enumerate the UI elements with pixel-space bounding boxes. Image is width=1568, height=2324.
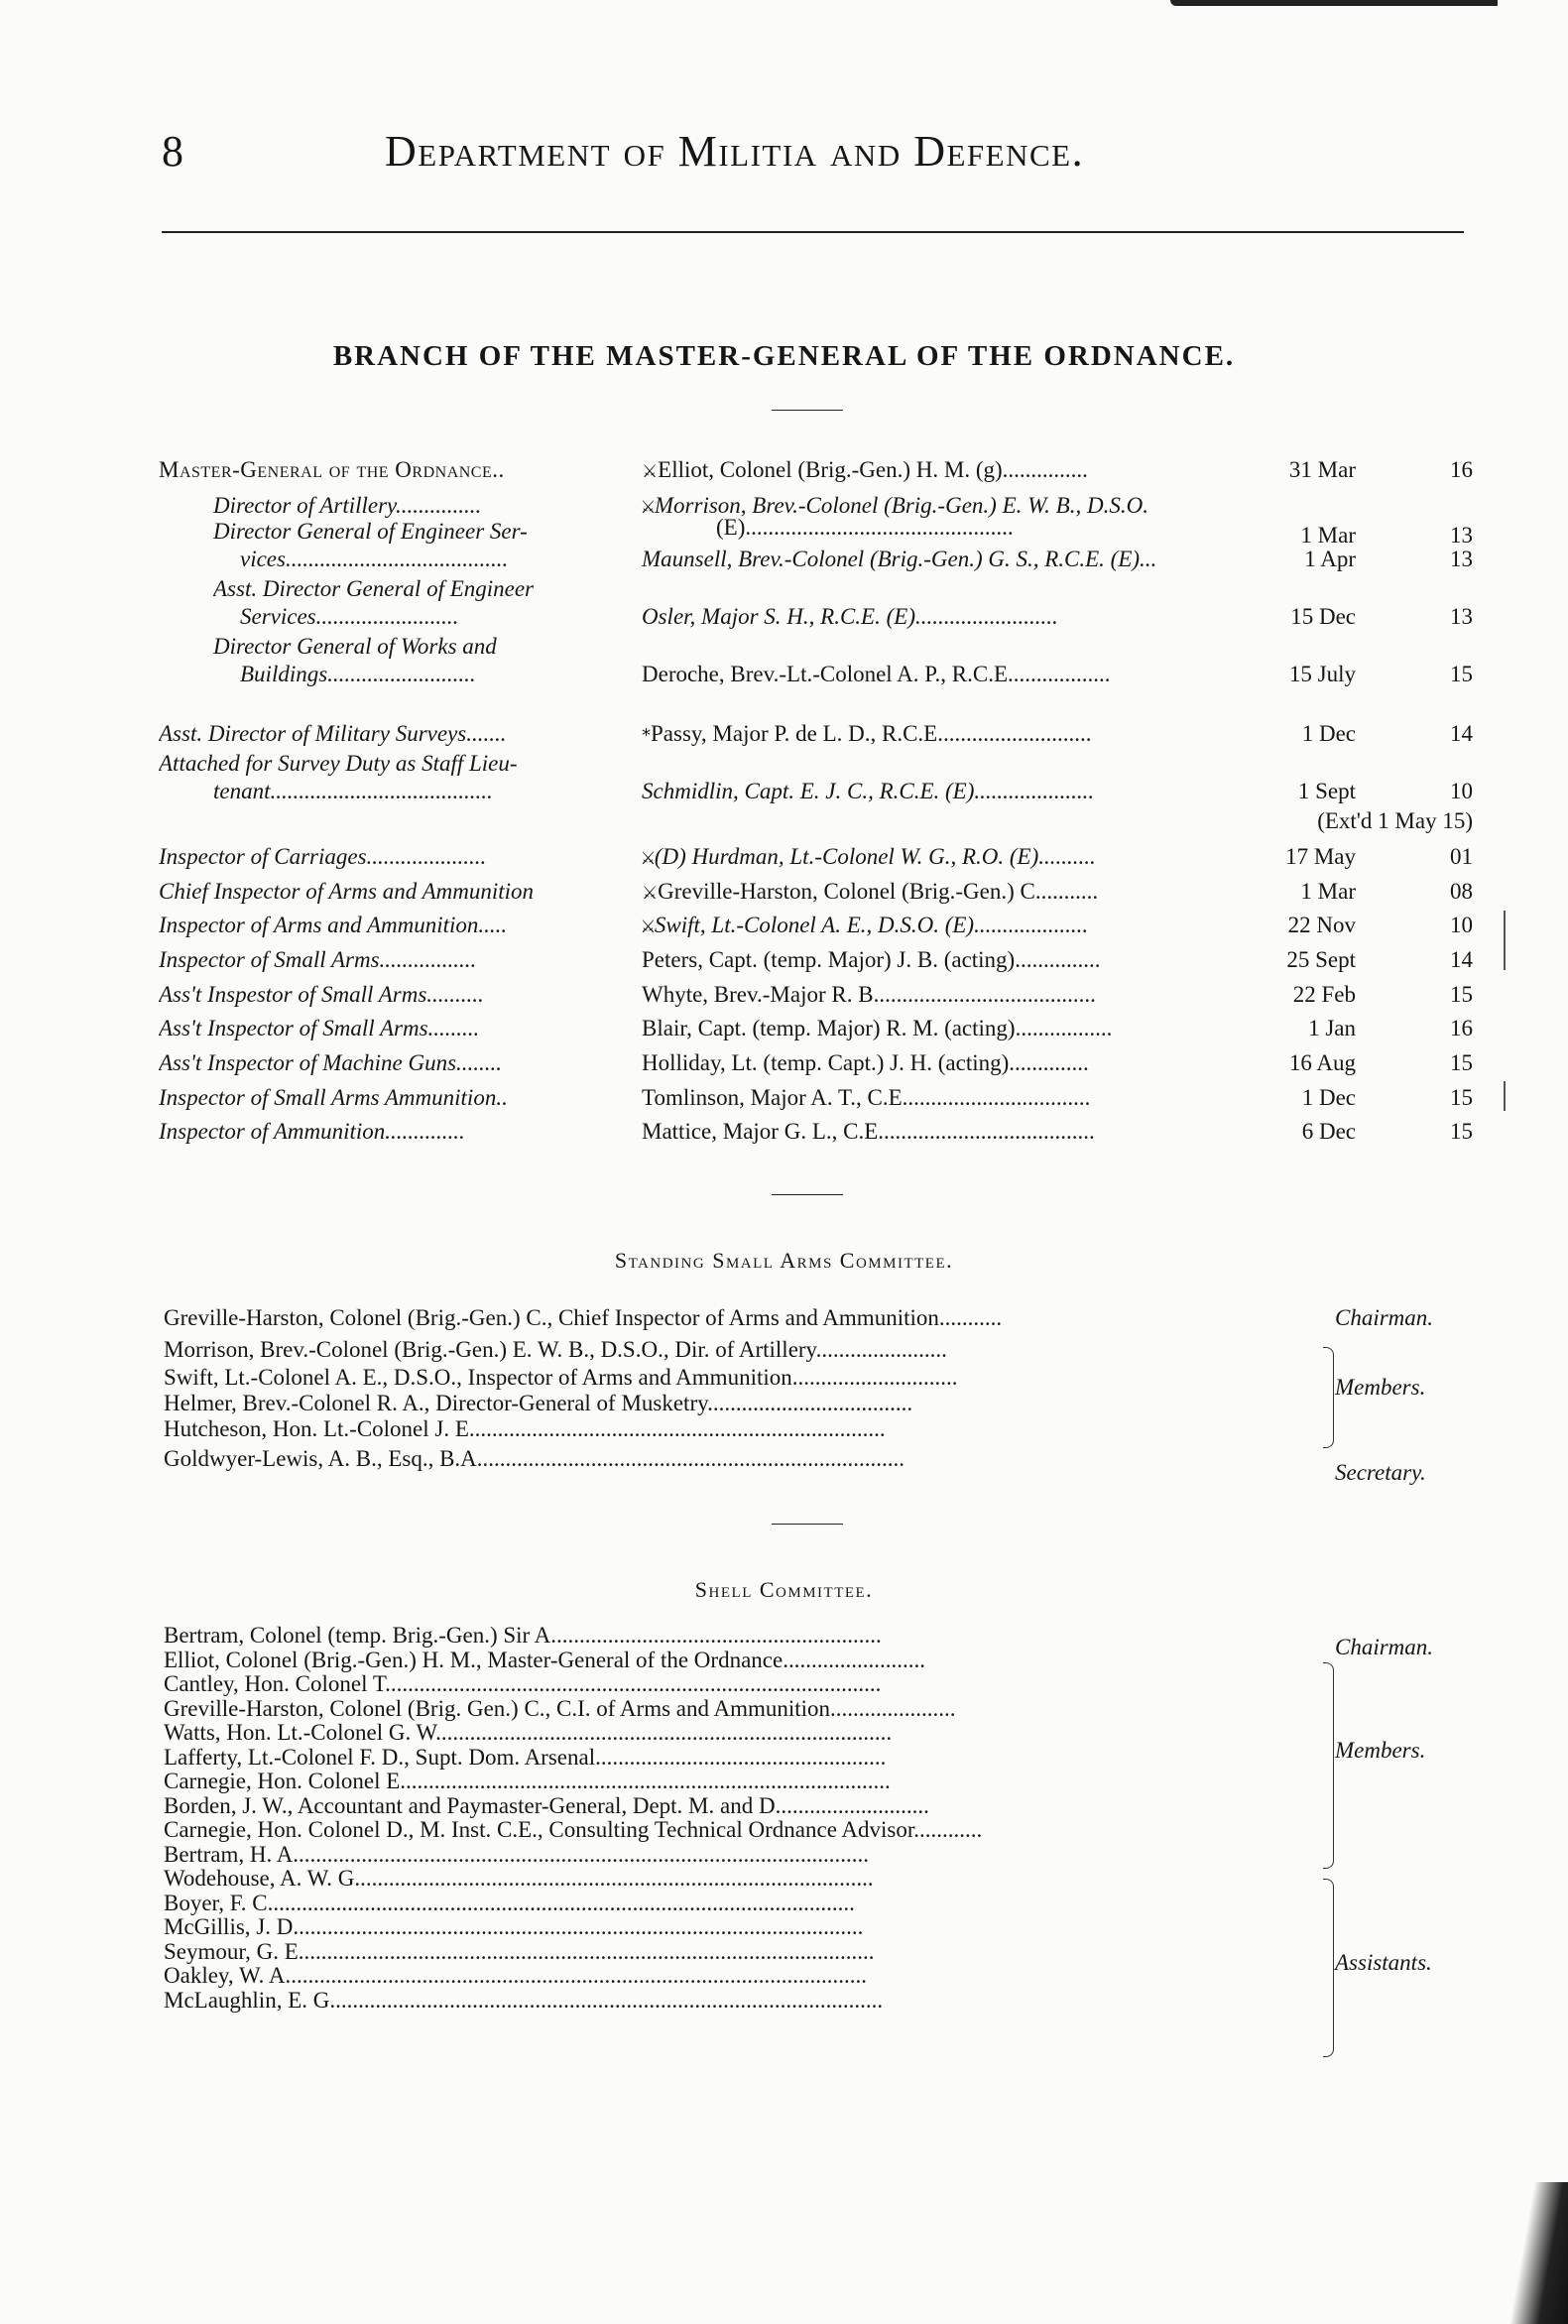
committee-member: McGillis, J. D.................................................................................................... — [164, 1914, 864, 1939]
officer-name-text: Greville-Harston, Colonel (Brig.-Gen.) C........... — [658, 879, 1099, 904]
ordnance-entry — [159, 875, 1473, 909]
members-role: Members. — [1335, 1375, 1426, 1400]
officer-name-text: Tomlinson, Major A. T., C.E................................. — [642, 1085, 1091, 1110]
divider — [772, 1194, 843, 1195]
officer-name-text: Deroche, Brev.-Lt.-Colonel A. P., R.C.E.................. — [642, 662, 1111, 686]
committee-line — [159, 1301, 1473, 1335]
officer-name-text: Maunsell, Brev.-Colonel (Brig.-Gen.) G. S., R.C.E. (E)... — [642, 547, 1157, 571]
committee-member: Oakley, W. A...................................................................................................... — [164, 1963, 867, 1988]
appointment-date: 1 Jan — [1308, 1016, 1356, 1040]
appointment-date: 1 Dec — [1301, 721, 1356, 746]
officer-name-text: Swift, Lt.-Colonel A. E., D.S.O. (E).................... — [654, 913, 1089, 937]
committee-member: Wodehouse, A. W. G........................................................................................... — [164, 1866, 874, 1891]
committee-member: Watts, Hon. Lt.-Colonel G. W................................................................................ — [164, 1720, 893, 1745]
extension-note: (Ext'd 1 May 15) — [1317, 808, 1473, 833]
asterisk-icon: * — [642, 725, 651, 746]
divider — [772, 410, 843, 411]
appointment-date: 1 Mar — [1300, 523, 1356, 548]
committee-member: Helmer, Brev.-Colonel R. A., Director-General of Musketry.................................... — [164, 1391, 913, 1415]
entry-title: Inspector of Carriages..................... — [159, 844, 487, 869]
committee-member: Carnegie, Hon. Colonel D., M. Inst. C.E., Consulting Technical Ordnance Advisor............ — [164, 1817, 983, 1842]
committee-member: Elliot, Colonel (Brig.-Gen.) H. M., Master-General of the Ordnance......................... — [164, 1647, 925, 1672]
ordnance-entry — [159, 747, 1473, 833]
committee-member: Hutcheson, Hon. Lt.-Colonel J. E......................................................................... — [164, 1416, 886, 1441]
officer-name-text: Passy, Major P. de L. D., R.C.E........................... — [651, 721, 1092, 746]
entry-title: Inspector of Small Arms Ammunition.. — [159, 1085, 508, 1110]
branch-title: BRANCH OF THE MASTER-GENERAL OF THE ORDNANCE. — [332, 340, 1236, 372]
divider — [772, 1524, 843, 1525]
appointment-year: 15 — [1450, 1119, 1473, 1144]
assistants-role: Assistants. — [1335, 1950, 1432, 1975]
appointment-date: 17 May — [1285, 844, 1356, 869]
appointment-year: 10 — [1450, 779, 1473, 803]
small-arms-committee-title: Standing Small Arms Committee. — [614, 1248, 954, 1273]
ordnance-entry — [159, 840, 1473, 874]
appointment-date: 1 Sept — [1297, 779, 1356, 803]
entry-title: Director General of Engineer Ser- — [213, 519, 528, 544]
assistants-brace — [1323, 1879, 1334, 2057]
committee-member: McLaughlin, E. G................................................................................................. — [164, 1987, 884, 2013]
entry-title: Director General of Works and — [213, 634, 497, 659]
members-brace — [1323, 1347, 1334, 1448]
appointment-date: 6 Dec — [1301, 1119, 1356, 1144]
appointment-year: 15 — [1450, 1050, 1473, 1075]
committee-member: Greville-Harston, Colonel (Brig. Gen.) C., C.I. of Arms and Ammunition...................... — [164, 1695, 956, 1721]
appointment-date: 25 Sept — [1286, 947, 1356, 972]
appointment-year: 10 — [1450, 913, 1473, 937]
appointment-date: 31 Mar — [1288, 457, 1356, 482]
appointment-date: 15 Dec — [1290, 604, 1356, 629]
entry-title: Ass't Inspector of Machine Guns........ — [159, 1050, 503, 1075]
entry-title-continued: Buildings.......................... — [240, 662, 476, 686]
secretary-role: Secretary. — [1335, 1460, 1426, 1485]
committee-line — [159, 1442, 1473, 1476]
appointment-year: 13 — [1450, 523, 1473, 548]
appointment-year: 16 — [1450, 457, 1473, 482]
committee-member: Borden, J. W., Accountant and Paymaster-General, Dept. M. and D........................... — [164, 1792, 929, 1818]
entry-title: Asst. Director of Military Surveys....... — [159, 721, 507, 746]
header-rule — [162, 231, 1464, 233]
officer-name-text: Mattice, Major G. L., C.E...................................... — [642, 1119, 1095, 1144]
entry-title-continued: tenant....................................... — [213, 779, 493, 803]
chairman-role: Chairman. — [1335, 1635, 1434, 1659]
ordnance-entry — [159, 630, 1473, 693]
ordnance-entry — [159, 1081, 1473, 1115]
margin-mark — [1504, 911, 1506, 970]
margin-mark — [1504, 1081, 1506, 1111]
crossed-swords-icon: ⚔ — [642, 497, 655, 518]
ordnance-entry — [159, 909, 1473, 942]
entry-title-continued: vices....................................... — [240, 547, 509, 571]
committee-member: Bertram, H. A..................................................................................................... — [164, 1841, 870, 1867]
committee-member: Lafferty, Lt.-Colonel F. D., Supt. Dom. Arsenal................................................... — [164, 1744, 887, 1770]
entry-title: Attached for Survey Duty as Staff Lieu- — [159, 751, 518, 776]
appointment-year: 08 — [1450, 879, 1473, 904]
committee-member: Swift, Lt.-Colonel A. E., D.S.O., Inspector of Arms and Ammunition............................. — [164, 1365, 958, 1390]
appointment-date: 16 Aug — [1288, 1050, 1356, 1075]
crossed-swords-icon: ⚔ — [642, 917, 655, 937]
ordnance-entry — [159, 1046, 1473, 1080]
entry-title: Director of Artillery............... — [213, 493, 482, 518]
ordnance-entry — [159, 943, 1473, 977]
appointment-date: 1 Dec — [1301, 1085, 1356, 1110]
crossed-swords-icon: ⚔ — [642, 848, 655, 869]
appointment-year: 15 — [1450, 662, 1473, 686]
officer-name-text: Schmidlin, Capt. E. J. C., R.C.E. (E)..................... — [642, 779, 1095, 803]
entry-title: Ass't Inspector of Small Arms......... — [159, 1016, 480, 1040]
appointment-year: 13 — [1450, 547, 1473, 571]
ordnance-entry — [159, 453, 1473, 487]
committee-line — [159, 1984, 1473, 2018]
committee-member: Bertram, Colonel (temp. Brig.-Gen.) Sir A.......................................................... — [164, 1623, 882, 1648]
entry-title-continued: Services......................... — [240, 604, 459, 629]
ordnance-entry — [159, 1115, 1473, 1149]
page-number: 8 — [162, 127, 183, 176]
appointment-year: 15 — [1450, 982, 1473, 1007]
shell-committee-title: Shell Committee. — [694, 1577, 874, 1602]
appointment-date: 1 Mar — [1300, 879, 1356, 904]
running-title: Department of Militia and Defence. — [385, 127, 1085, 176]
appointment-year: 16 — [1450, 1016, 1473, 1040]
committee-member: Carnegie, Hon. Colonel E...................................................................................... — [164, 1769, 891, 1793]
crossed-swords-icon: ⚔ — [642, 461, 659, 482]
officer-name-text: Peters, Capt. (temp. Major) J. B. (acting)............... — [642, 947, 1101, 972]
committee-line — [159, 1412, 1473, 1446]
members-role: Members. — [1335, 1738, 1426, 1763]
officer-name-text: Blair, Capt. (temp. Major) R. M. (acting)................. — [642, 1016, 1113, 1040]
chairman-role: Chairman. — [1335, 1305, 1434, 1330]
appointment-date: 1 Apr — [1304, 547, 1356, 571]
committee-member: Morrison, Brev.-Colonel (Brig.-Gen.) E. W. B., D.S.O., Dir. of Artillery....................... — [164, 1337, 947, 1362]
committee-member: Seymour, G. E..................................................................................................... — [164, 1938, 875, 1964]
officer-name-text: Holliday, Lt. (temp. Capt.) J. H. (acting).............. — [642, 1050, 1089, 1075]
appointment-year: 15 — [1450, 1085, 1473, 1110]
officer-name-text: Osler, Major S. H., R.C.E. (E)......................... — [642, 604, 1058, 629]
entry-title: Inspector of Ammunition.............. — [159, 1119, 465, 1144]
page-edge-shadow — [1170, 0, 1498, 6]
officer-name-continued: (E)............................................... — [716, 515, 1014, 540]
running-header — [162, 126, 1471, 185]
officer-name-text: Whyte, Brev.-Major R. B....................................... — [642, 982, 1096, 1007]
appointment-year: 14 — [1450, 721, 1473, 746]
appointment-year: 01 — [1450, 844, 1473, 869]
entry-title: Asst. Director General of Engineer — [213, 576, 535, 601]
ordnance-entry — [159, 978, 1473, 1012]
ordnance-entry — [159, 572, 1473, 636]
members-brace — [1323, 1662, 1334, 1869]
entry-title: Master-General of the Ordnance.. — [159, 457, 505, 482]
committee-member: Goldwyer-Lewis, A. B., Esq., B.A........................................................................... — [164, 1446, 905, 1471]
crossed-swords-icon: ⚔ — [642, 883, 659, 904]
entry-title: Inspector of Arms and Ammunition..... — [159, 913, 508, 937]
entry-title: Ass't Inspestor of Small Arms.......... — [159, 982, 484, 1007]
entry-title: Chief Inspector of Arms and Ammunition — [159, 879, 535, 904]
appointment-year: 14 — [1450, 947, 1473, 972]
ordnance-entry — [159, 717, 1473, 751]
appointment-date: 15 July — [1288, 662, 1356, 686]
entry-title: Inspector of Small Arms................. — [159, 947, 477, 972]
appointment-year: 13 — [1450, 604, 1473, 629]
committee-member: Boyer, F. C....................................................................................................... — [164, 1890, 855, 1915]
officer-name-text: (D) Hurdman, Lt.-Colonel W. G., R.O. (E).......... — [654, 844, 1096, 869]
appointment-date: 22 Nov — [1287, 913, 1356, 937]
appointment-date: 22 Feb — [1292, 982, 1356, 1007]
ordnance-entry — [159, 1012, 1473, 1045]
officer-name-text: Elliot, Colonel (Brig.-Gen.) H. M. (g)............... — [658, 457, 1088, 482]
committee-member: Greville-Harston, Colonel (Brig.-Gen.) C., Chief Inspector of Arms and Ammunition........... — [164, 1305, 1003, 1330]
page-corner-shadow — [1496, 2182, 1568, 2324]
ordnance-entry — [159, 515, 1473, 578]
officer-name-text: Morrison, Brev.-Colonel (Brig.-Gen.) E. W. B., D.S.O. — [654, 493, 1148, 518]
committee-member: Cantley, Hon. Colonel T....................................................................................... — [164, 1671, 882, 1696]
